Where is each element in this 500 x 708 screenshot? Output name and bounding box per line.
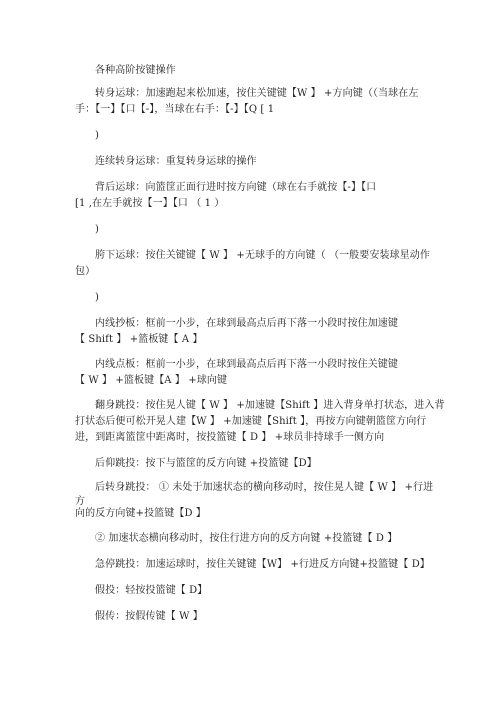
text-line: 胯下运球：按住关键键【 W 】 +无球手的方向键（ （一般要安装球星动作 (95, 250, 430, 261)
text-line: 手：【一】【口【-】，当球在右手：【-】【Q [ 1 (75, 104, 275, 115)
text-line: 翻身跳投：按住晃人键【 W 】 +加速键【Shift 】进入背身单打状态，进入背 (95, 400, 445, 411)
text-line: 假传：按假传键【 W 】 (95, 611, 203, 622)
text-line: 包） (75, 266, 96, 277)
text-line: 连续转身运球：重复转身运球的操作 (95, 156, 257, 167)
text-line: 向的反方向键+投篮键【D 】 (75, 508, 206, 519)
text-line: ② 加速状态横向移动时，按住行进方向的反方向键 +投篮键【 D 】 (95, 533, 398, 544)
text-line: 【 Shift 】 +篮板键【 A 】 (75, 334, 203, 345)
text-line: 后仰跳投：按下与篮筐的反方向键 +投篮键【D】 (95, 458, 317, 469)
text-line: 方 (75, 496, 86, 507)
text-line: 进，到距离篮筐中距离时，按投篮键【 D 】 +球员非持球手一侧方向 (75, 432, 385, 443)
text-line: 转身运球：加速跑起来松加速，按住关键键【W 】 +方向键（（当球在左 (95, 88, 419, 99)
text-line: 内线点板：框前一小步，在球到最高点后再下落一小段时按住关键键 (95, 359, 398, 370)
text-line: ) (95, 130, 100, 141)
text-line: 内线抄板：框前一小步，在球到最高点后再下落一小段时按住加速键 (95, 318, 398, 329)
text-line: [1 ,在左手就按【一】【口 （ 1 ） (75, 198, 225, 209)
text-line: 后转身跳投： ① 未处于加速状态的横向移动时，按住晃人键【 W 】 +行进 (95, 482, 434, 493)
text-line: 假投：轻按投篮键【 D】 (95, 585, 208, 596)
text-line: ) (95, 224, 100, 235)
text-line: 急停跳投：加速运球时，按住关键键【W】 +行进反方向键+投篮键【 D】 (95, 559, 430, 570)
text-line: 【 W 】 +篮板键【A 】 +球向键 (75, 375, 228, 386)
text-line: ) (95, 292, 100, 303)
doc-title: 各种高阶按键操作 (95, 65, 176, 76)
text-line: 打状态后便可松开晃人建【W 】 +加速键【Shift 】，再按方向键朝篮筐方向行 (75, 416, 427, 427)
text-line: 背后运球：向篮筐正面行进时按方向键（球在右手就按【-】【口 (95, 182, 377, 193)
